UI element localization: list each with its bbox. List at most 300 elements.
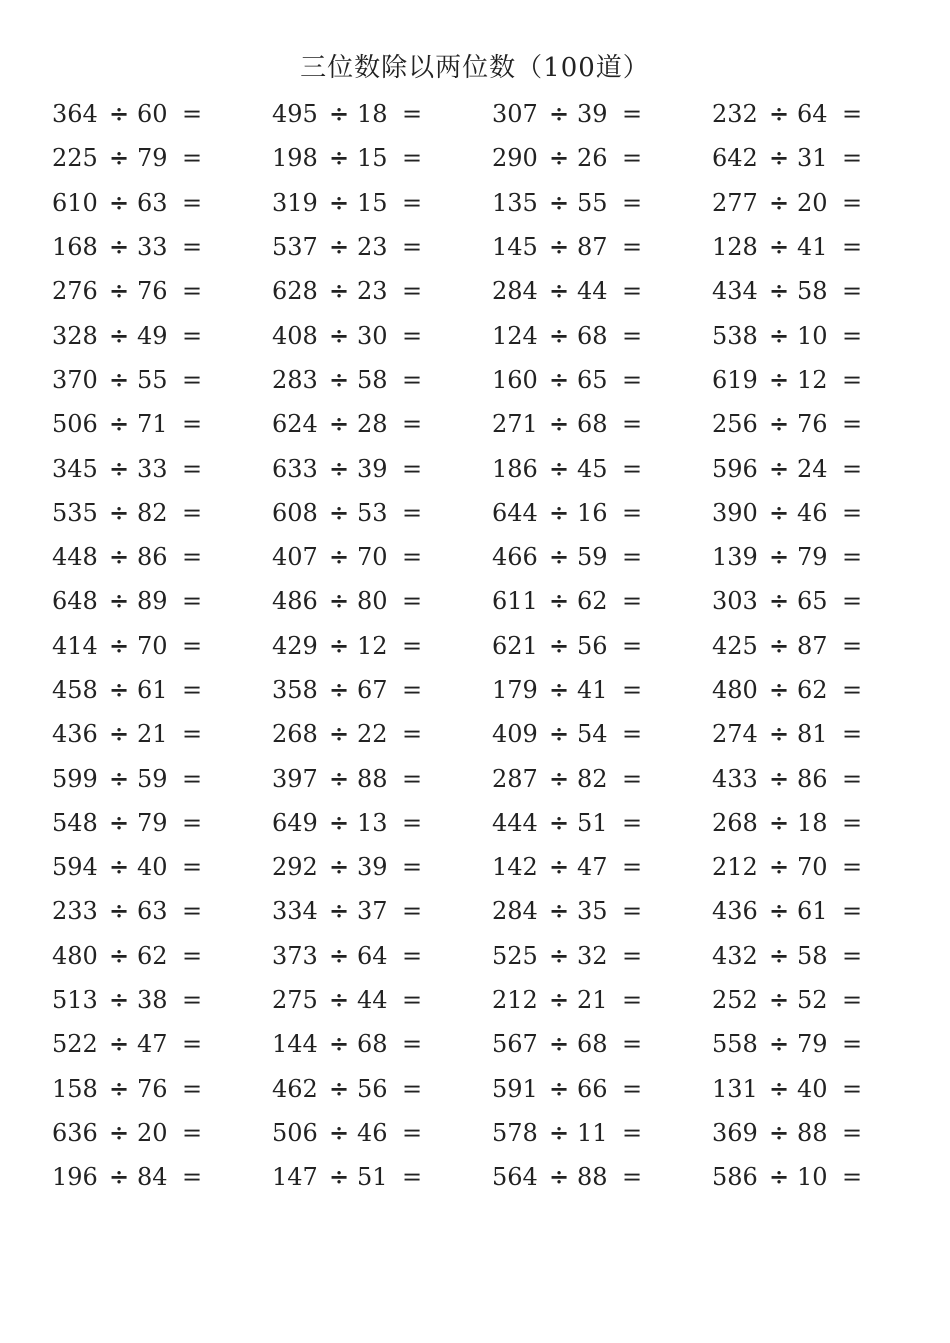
equals-sign: = [401,676,423,704]
divide-sign: ÷ [548,675,570,704]
equals-sign: = [841,853,863,882]
dividend: 225 [52,144,98,173]
divide-sign: ÷ [548,586,570,616]
dividend: 425 [712,631,758,660]
divisor: 31 [797,144,828,173]
dividend: 432 [712,941,758,970]
equals-sign: = [841,764,863,793]
divisor: 71 [137,410,168,439]
dividend: 369 [712,1118,758,1147]
dividend: 303 [712,587,758,616]
dividend: 636 [52,1118,98,1147]
divide-sign: ÷ [328,807,350,837]
dividend: 466 [492,543,538,572]
divisor: 32 [577,941,608,970]
equals-sign: = [841,1118,863,1147]
divisor: 28 [357,410,388,439]
division-problem [492,454,712,484]
divisor: 52 [797,986,828,1015]
division-problem [52,232,272,262]
division-problem [272,985,492,1015]
divisor: 58 [797,277,828,306]
division-problem [272,896,492,926]
divisor: 21 [137,720,168,749]
division-problem [272,852,492,882]
division-problem [52,1029,272,1059]
dividend: 358 [272,676,318,704]
division-problem [272,321,492,351]
division-problem [272,409,492,439]
divide-sign: ÷ [328,497,350,527]
divisor: 47 [137,1030,168,1059]
dividend: 284 [492,277,538,306]
division-problem [712,454,932,484]
dividend: 364 [52,100,98,129]
division-problem [272,143,492,173]
dividend: 495 [272,100,318,129]
divide-sign: ÷ [548,364,570,394]
equals-sign: = [841,1163,863,1192]
dividend: 186 [492,454,538,483]
divisor: 24 [797,454,828,483]
divisor: 76 [137,277,168,306]
divisor: 68 [357,1030,388,1059]
dividend: 275 [272,986,318,1015]
divide-sign: ÷ [768,940,790,970]
division-problem [492,99,712,129]
divisor: 54 [577,720,608,749]
divisor: 40 [797,1074,828,1103]
divisor: 61 [137,676,168,704]
division-problem [52,808,272,838]
equals-sign: = [401,144,423,173]
division-problem [52,896,272,926]
divisor: 70 [797,853,828,882]
division-problem [712,941,932,971]
divide-sign: ÷ [328,896,350,926]
division-problem [492,1029,712,1059]
dividend: 198 [272,144,318,173]
equals-sign: = [621,144,643,173]
equals-sign: = [401,587,423,616]
divide-sign: ÷ [328,940,350,970]
divide-sign: ÷ [108,99,130,129]
division-problem [272,454,492,484]
division-problem [272,365,492,395]
dividend: 284 [492,897,538,926]
equals-sign: = [181,365,203,394]
divisor: 33 [137,233,168,262]
divisor: 39 [577,100,608,129]
divisor: 62 [137,941,168,970]
dividend: 480 [52,941,98,970]
divisor: 59 [137,764,168,793]
division-problem [52,365,272,395]
divisor: 66 [577,1074,608,1103]
dividend: 513 [52,986,98,1015]
dividend: 292 [272,853,318,882]
division-problem [492,852,712,882]
equals-sign: = [181,188,203,217]
equals-sign: = [401,897,423,926]
division-problem [272,631,492,661]
equals-sign: = [841,808,863,837]
divisor: 80 [357,587,388,616]
dividend: 319 [272,188,318,217]
division-problem [272,188,492,218]
dividend: 212 [712,853,758,882]
equals-sign: = [841,100,863,129]
division-problem [272,99,492,129]
dividend: 591 [492,1074,538,1103]
equals-sign: = [841,1030,863,1059]
divide-sign: ÷ [328,1117,350,1147]
divisor: 68 [577,1030,608,1059]
equals-sign: = [401,454,423,483]
divide-sign: ÷ [328,719,350,749]
dividend: 144 [272,1030,318,1059]
dividend: 619 [712,365,758,394]
divisor: 79 [797,1030,828,1059]
dividend: 252 [712,986,758,1015]
problem-grid [52,92,932,1199]
problem-row [52,624,932,668]
division-problem [272,764,492,794]
divide-sign: ÷ [328,1073,350,1103]
problem-row [52,181,932,225]
problem-row [52,269,932,313]
dividend: 633 [272,454,318,483]
equals-sign: = [401,100,423,129]
divide-sign: ÷ [328,985,350,1015]
division-problem [52,188,272,218]
equals-sign: = [401,233,423,262]
equals-sign: = [181,587,203,616]
divisor: 70 [137,631,168,660]
divisor: 11 [577,1118,608,1147]
equals-sign: = [401,1163,423,1192]
equals-sign: = [401,365,423,394]
division-problem [712,719,932,749]
equals-sign: = [181,454,203,483]
division-problem [492,1118,712,1148]
dividend: 538 [712,321,758,350]
equals-sign: = [401,986,423,1015]
equals-sign: = [401,498,423,527]
divide-sign: ÷ [768,276,790,306]
divide-sign: ÷ [328,232,350,262]
equals-sign: = [621,233,643,262]
equals-sign: = [181,1118,203,1147]
divisor: 12 [357,631,388,660]
division-problem [52,143,272,173]
divisor: 56 [357,1074,388,1103]
divisor: 89 [137,587,168,616]
equals-sign: = [841,1074,863,1103]
dividend: 290 [492,144,538,173]
dividend: 611 [492,587,538,616]
divide-sign: ÷ [548,276,570,306]
divisor: 10 [797,321,828,350]
division-problem [712,1162,932,1192]
division-problem [272,542,492,572]
dividend: 558 [712,1030,758,1059]
divide-sign: ÷ [768,675,790,704]
equals-sign: = [621,454,643,483]
equals-sign: = [181,233,203,262]
equals-sign: = [181,100,203,129]
equals-sign: = [401,1118,423,1147]
divisor: 40 [137,853,168,882]
equals-sign: = [621,543,643,572]
division-problem [52,675,272,705]
equals-sign: = [841,631,863,660]
division-problem [52,985,272,1015]
equals-sign: = [841,277,863,306]
equals-sign: = [181,410,203,439]
problem-row [52,358,932,402]
equals-sign: = [181,1163,203,1192]
equals-sign: = [181,631,203,660]
dividend: 158 [52,1074,98,1103]
equals-sign: = [841,897,863,926]
divide-sign: ÷ [328,852,350,882]
division-problem [712,852,932,882]
divisor: 23 [357,233,388,262]
division-problem [272,808,492,838]
divide-sign: ÷ [548,542,570,572]
dividend: 373 [272,941,318,970]
divide-sign: ÷ [108,453,130,483]
division-problem [712,764,932,794]
equals-sign: = [621,1118,643,1147]
divisor: 58 [357,365,388,394]
divide-sign: ÷ [768,542,790,572]
divide-sign: ÷ [328,276,350,306]
divisor: 61 [797,897,828,926]
divide-sign: ÷ [328,630,350,660]
divisor: 41 [577,676,608,704]
division-problem [712,365,932,395]
divisor: 45 [577,454,608,483]
divide-sign: ÷ [548,763,570,793]
divisor: 53 [357,498,388,527]
equals-sign: = [181,808,203,837]
dividend: 268 [712,808,758,837]
divide-sign: ÷ [108,807,130,837]
equals-sign: = [401,941,423,970]
dividend: 334 [272,897,318,926]
divisor: 86 [137,543,168,572]
divide-sign: ÷ [548,1073,570,1103]
equals-sign: = [181,941,203,970]
dividend: 268 [272,720,318,749]
divide-sign: ÷ [328,1162,350,1192]
equals-sign: = [841,454,863,483]
divide-sign: ÷ [768,630,790,660]
divisor: 39 [357,454,388,483]
division-problem [712,409,932,439]
divide-sign: ÷ [328,364,350,394]
problem-row [52,225,932,269]
equals-sign: = [181,853,203,882]
divisor: 15 [357,144,388,173]
divide-sign: ÷ [768,719,790,749]
division-problem [52,631,272,661]
divisor: 10 [797,1163,828,1192]
divisor: 65 [797,587,828,616]
dividend: 390 [712,498,758,527]
divisor: 64 [797,100,828,129]
divide-sign: ÷ [108,985,130,1015]
equals-sign: = [401,1030,423,1059]
equals-sign: = [181,321,203,350]
problem-row [52,491,932,535]
division-problem [712,675,932,705]
problem-row [52,845,932,889]
divide-sign: ÷ [768,985,790,1015]
division-problem [712,1029,932,1059]
equals-sign: = [401,720,423,749]
division-problem [52,321,272,351]
problem-row [52,801,932,845]
division-problem [272,276,492,306]
dividend: 212 [492,986,538,1015]
dividend: 283 [272,365,318,394]
divide-sign: ÷ [548,187,570,217]
divisor: 87 [797,631,828,660]
dividend: 433 [712,764,758,793]
equals-sign: = [621,720,643,749]
divide-sign: ÷ [768,232,790,262]
divide-sign: ÷ [548,99,570,129]
equals-sign: = [401,188,423,217]
dividend: 564 [492,1163,538,1192]
equals-sign: = [621,986,643,1015]
divide-sign: ÷ [768,453,790,483]
divide-sign: ÷ [328,99,350,129]
equals-sign: = [401,853,423,882]
division-problem [52,941,272,971]
equals-sign: = [841,676,863,704]
dividend: 480 [712,676,758,704]
dividend: 142 [492,853,538,882]
divide-sign: ÷ [108,940,130,970]
equals-sign: = [621,676,643,704]
divisor: 79 [137,808,168,837]
divide-sign: ÷ [768,1162,790,1192]
division-problem [492,675,712,705]
divisor: 44 [357,986,388,1015]
divisor: 82 [137,498,168,527]
equals-sign: = [841,233,863,262]
equals-sign: = [181,897,203,926]
division-problem [712,321,932,351]
division-problem [492,719,712,749]
dividend: 274 [712,720,758,749]
division-problem [272,719,492,749]
dividend: 448 [52,543,98,572]
divide-sign: ÷ [548,940,570,970]
divide-sign: ÷ [108,276,130,306]
equals-sign: = [401,631,423,660]
divisor: 60 [137,100,168,129]
divisor: 58 [797,941,828,970]
divide-sign: ÷ [768,807,790,837]
equals-sign: = [841,410,863,439]
equals-sign: = [621,100,643,129]
divide-sign: ÷ [548,719,570,749]
dividend: 160 [492,365,538,394]
divide-sign: ÷ [328,409,350,439]
division-problem [492,143,712,173]
divide-sign: ÷ [548,1162,570,1192]
problem-row [52,136,932,180]
equals-sign: = [841,587,863,616]
dividend: 462 [272,1074,318,1103]
equals-sign: = [181,764,203,793]
equals-sign: = [621,1030,643,1059]
divisor: 47 [577,853,608,882]
dividend: 232 [712,100,758,129]
divide-sign: ÷ [328,675,350,704]
division-problem [272,232,492,262]
dividend: 486 [272,587,318,616]
division-problem [52,542,272,572]
divide-sign: ÷ [768,852,790,882]
divisor: 62 [797,676,828,704]
division-problem [272,941,492,971]
dividend: 271 [492,410,538,439]
divisor: 18 [357,100,388,129]
division-problem [52,276,272,306]
division-problem [492,276,712,306]
equals-sign: = [621,587,643,616]
divisor: 12 [797,365,828,394]
dividend: 535 [52,498,98,527]
problem-row [52,579,932,623]
equals-sign: = [621,188,643,217]
problem-row [52,756,932,800]
dividend: 147 [272,1163,318,1192]
divisor: 55 [577,188,608,217]
equals-sign: = [621,897,643,926]
divisor: 44 [577,277,608,306]
problem-row [52,934,932,978]
dividend: 233 [52,897,98,926]
problem-row [52,668,932,712]
divide-sign: ÷ [768,586,790,616]
dividend: 458 [52,676,98,704]
divisor: 46 [357,1118,388,1147]
divide-sign: ÷ [108,409,130,439]
dividend: 648 [52,587,98,616]
divisor: 51 [577,808,608,837]
divide-sign: ÷ [768,187,790,217]
division-problem [712,631,932,661]
equals-sign: = [181,676,203,704]
division-problem [712,542,932,572]
divisor: 13 [357,808,388,837]
divisor: 30 [357,321,388,350]
division-problem [272,1029,492,1059]
division-problem [712,586,932,616]
equals-sign: = [841,365,863,394]
problem-row [52,712,932,756]
divisor: 84 [137,1163,168,1192]
equals-sign: = [621,1074,643,1103]
dividend: 345 [52,454,98,483]
